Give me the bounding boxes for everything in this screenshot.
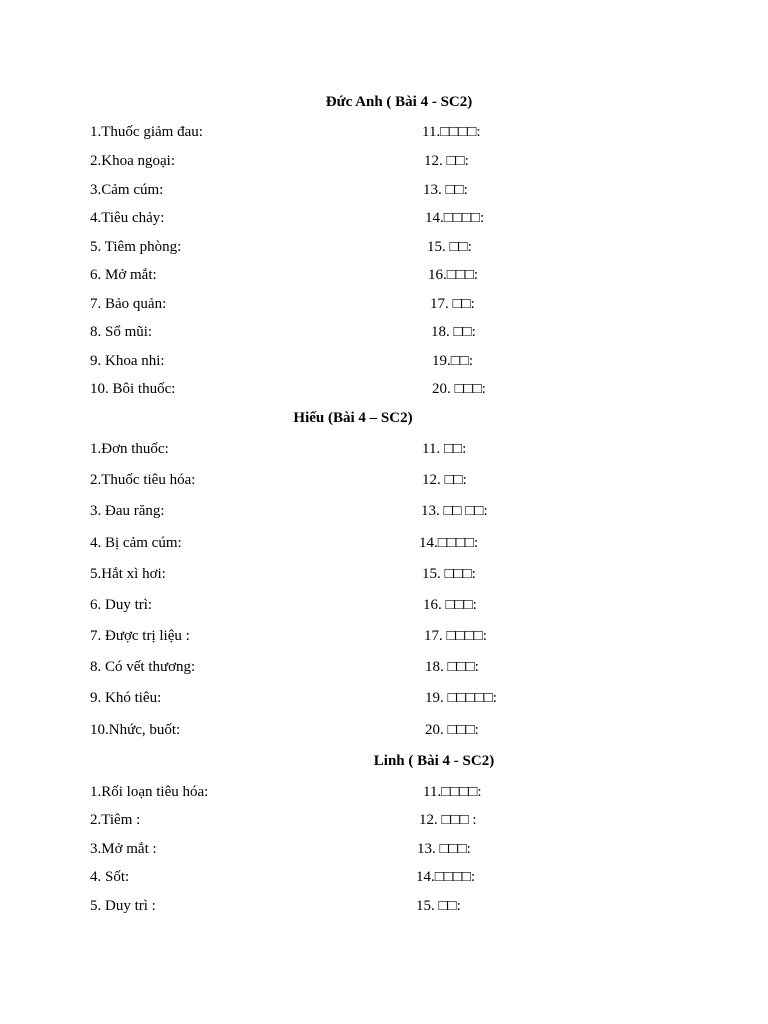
right-item: 17. □□□□: bbox=[424, 628, 487, 644]
section-title: Linh ( Bài 4 - SC2) bbox=[373, 753, 495, 769]
left-item: 8. Có vết thương: bbox=[90, 659, 196, 675]
left-item: 7. Được trị liệu : bbox=[90, 628, 190, 644]
right-item: 18. □□□: bbox=[425, 659, 479, 675]
left-item: 2.Khoa ngoại: bbox=[90, 153, 175, 169]
right-item: 13. □□□: bbox=[417, 841, 471, 857]
right-item: 18. □□: bbox=[431, 324, 476, 340]
right-item: 14.□□□□: bbox=[419, 535, 479, 551]
right-item: 15. □□□: bbox=[422, 566, 476, 582]
left-item: 1.Đơn thuốc: bbox=[90, 441, 169, 457]
right-item: 16. □□□: bbox=[423, 597, 477, 613]
section-title: Đức Anh ( Bài 4 - SC2) bbox=[325, 94, 473, 110]
section-title: Hiếu (Bài 4 – SC2) bbox=[293, 410, 413, 426]
right-item: 16.□□□: bbox=[428, 267, 479, 283]
right-item: 20. □□□: bbox=[425, 722, 479, 738]
right-item: 19. □□□□□: bbox=[425, 690, 497, 706]
left-item: 10.Nhức, buốt: bbox=[90, 722, 181, 738]
left-item: 7. Bảo quản: bbox=[90, 296, 167, 312]
right-item: 17. □□: bbox=[430, 296, 475, 312]
left-item: 3.Cảm cúm: bbox=[90, 182, 164, 198]
right-item: 11. □□: bbox=[422, 441, 467, 457]
left-item: 3. Đau răng: bbox=[90, 503, 165, 519]
left-item: 5. Duy trì : bbox=[90, 898, 156, 914]
right-item: 15. □□: bbox=[416, 898, 461, 914]
right-item: 14.□□□□: bbox=[425, 210, 485, 226]
right-item: 13. □□ □□: bbox=[421, 503, 488, 519]
right-item: 13. □□: bbox=[423, 182, 468, 198]
right-item: 12. □□: bbox=[422, 472, 467, 488]
right-item: 19.□□: bbox=[432, 353, 474, 369]
right-item: 20. □□□: bbox=[432, 381, 486, 397]
left-item: 6. Mở mắt: bbox=[90, 267, 157, 283]
right-item: 12. □□: bbox=[424, 153, 469, 169]
right-item: 14.□□□□: bbox=[416, 869, 476, 885]
left-item: 1.Rối loạn tiêu hóa: bbox=[90, 784, 209, 800]
left-item: 9. Khó tiêu: bbox=[90, 690, 162, 706]
left-item: 8. Sổ mũi: bbox=[90, 324, 153, 340]
left-item: 1.Thuốc giảm đau: bbox=[90, 124, 203, 140]
left-item: 3.Mở mắt : bbox=[90, 841, 157, 857]
left-item: 5.Hắt xì hơi: bbox=[90, 566, 166, 582]
right-item: 12. □□□ : bbox=[419, 812, 477, 828]
left-item: 4. Bị cảm cúm: bbox=[90, 535, 182, 551]
right-item: 11.□□□□: bbox=[423, 784, 482, 800]
left-item: 4.Tiêu chảy: bbox=[90, 210, 165, 226]
left-item: 2.Thuốc tiêu hóa: bbox=[90, 472, 196, 488]
right-item: 15. □□: bbox=[427, 239, 472, 255]
left-item: 2.Tiêm : bbox=[90, 812, 141, 828]
left-item: 5. Tiêm phòng: bbox=[90, 239, 182, 255]
right-item: 11.□□□□: bbox=[422, 124, 481, 140]
left-item: 4. Sốt: bbox=[90, 869, 130, 885]
left-item: 6. Duy trì: bbox=[90, 597, 153, 613]
left-item: 9. Khoa nhi: bbox=[90, 353, 165, 369]
left-item: 10. Bôi thuốc: bbox=[90, 381, 176, 397]
